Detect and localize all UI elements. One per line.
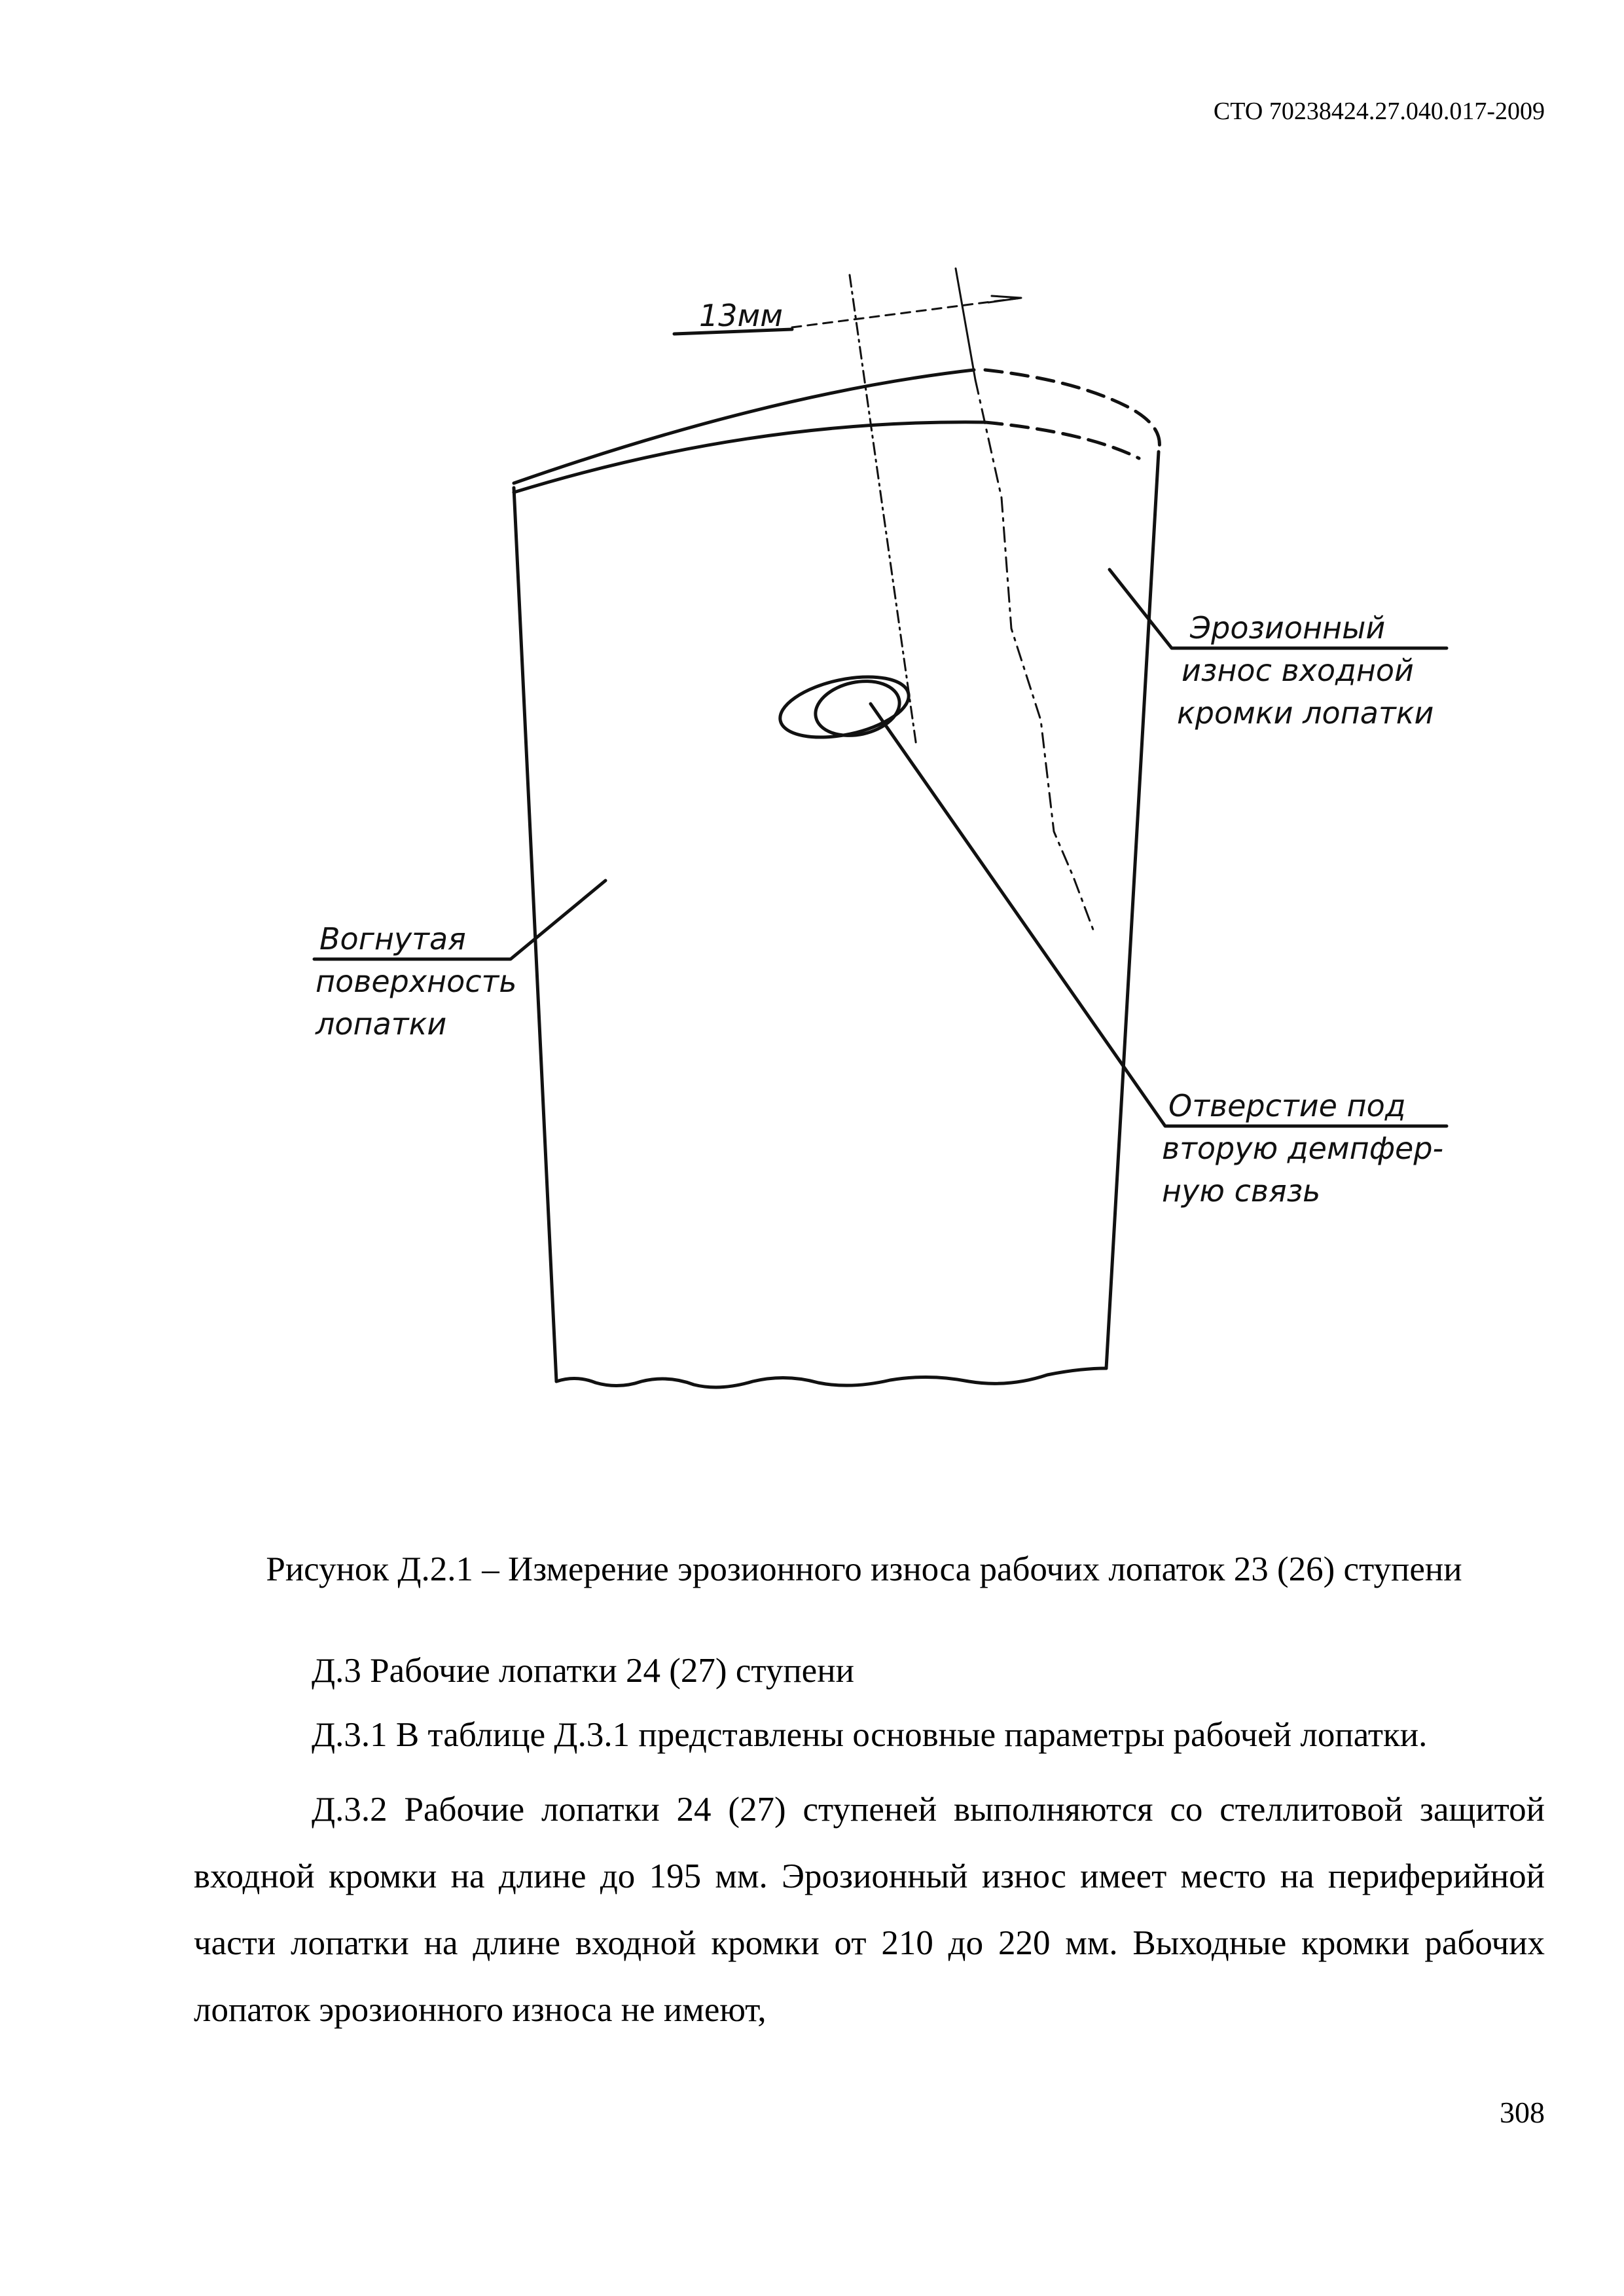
erosion-label-line3: кромки лопатки: [1177, 695, 1434, 731]
blade-inner-edge: [514, 422, 985, 492]
erosion-boundary: [975, 380, 1093, 930]
hole-label-line2: вторую демпфер-: [1162, 1131, 1444, 1166]
dimension-arrow: [988, 296, 1021, 302]
blade-left-edge: [514, 488, 556, 1381]
dimension-label: 13мм: [699, 298, 783, 333]
figure-caption: Рисунок Д.2.1 – Измерение эрозионного износа рабочих лопаток 23 (26) ступени: [266, 1550, 1462, 1588]
paragraph-d32: Д.3.2 Рабочие лопатки 24 (27) ступеней выполняются со стеллитовой защитой входной кромки на длине до 195 мм. Эрозионный износ имеет место на периферийной части лопатки на длине входной кромки от 210 до 220 мм. Выходные кромки рабочих лопаток эрозионного износа не имеют,: [194, 1791, 1545, 2029]
erosion-label-line2: износ входной: [1182, 653, 1414, 688]
blade-right-edge: [1106, 452, 1159, 1368]
concave-label-line1: Вогнутая: [319, 921, 466, 957]
blade-bottom-edge: [556, 1368, 1106, 1387]
hole-label-line1: Отверстие под: [1168, 1088, 1406, 1123]
erosion-label-line1: Эрозионный: [1190, 610, 1386, 646]
eroded-zone-inner: [985, 422, 1139, 458]
blade-top-edge: [514, 370, 974, 483]
document-code: СТО 70238424.27.040.017-2009: [1213, 98, 1545, 125]
eroded-zone-outline: [985, 370, 1159, 452]
dimension-line: [792, 298, 1021, 327]
page-number: 308: [1500, 2096, 1545, 2129]
concave-label-line2: поверхность: [316, 964, 517, 999]
hole-label-line3: ную связь: [1162, 1173, 1321, 1209]
reference-line-right: [956, 268, 975, 380]
leader-hole: [871, 704, 1447, 1126]
concave-label-line3: лопатки: [316, 1006, 447, 1042]
paragraph-d31: Д.3.1 В таблице Д.3.1 представлены основные параметры рабочей лопатки.: [312, 1716, 1428, 1754]
section-heading: Д.3 Рабочие лопатки 24 (27) ступени: [312, 1652, 854, 1690]
